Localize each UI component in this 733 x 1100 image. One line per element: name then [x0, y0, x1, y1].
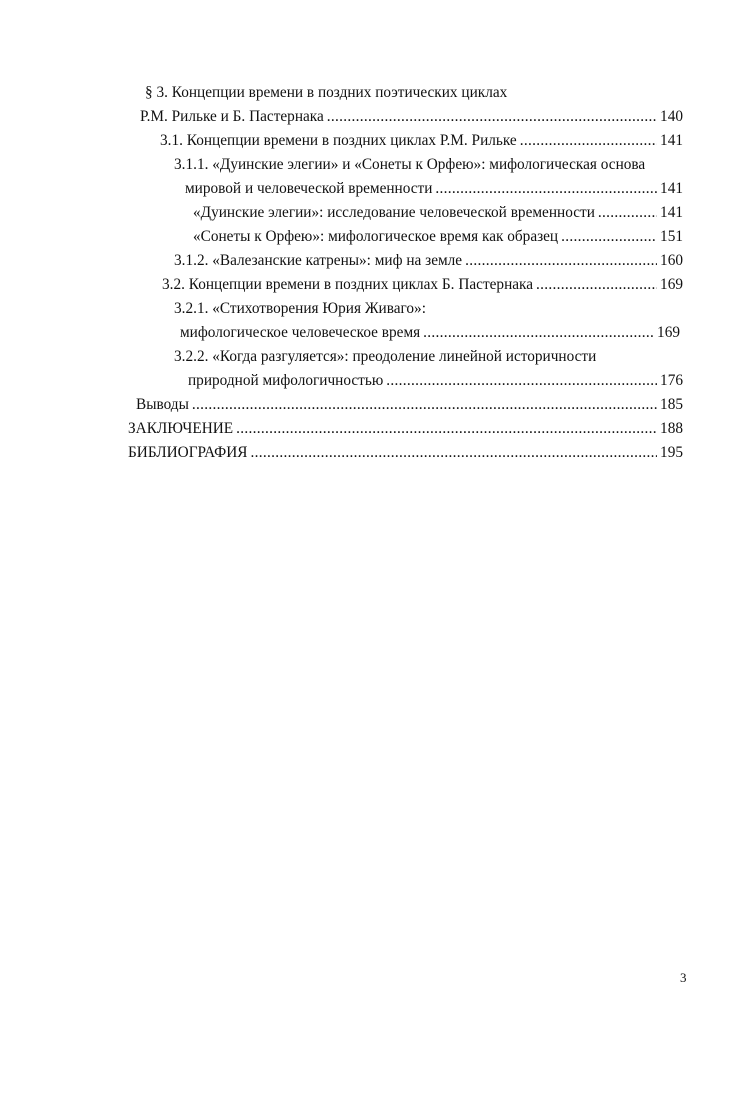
toc-entry[interactable] [0, 249, 683, 273]
leader-dots [598, 201, 657, 225]
toc-page-number: 140 [660, 108, 683, 125]
toc-entry-text: мифологическое человеческое время [180, 324, 421, 341]
toc-entry[interactable] [0, 273, 683, 297]
toc-entry[interactable] [0, 177, 683, 201]
toc-entry[interactable] [0, 225, 683, 249]
toc-page-number: 169 [657, 324, 680, 341]
leader-dots [520, 129, 657, 153]
toc-page-number: 141 [660, 204, 683, 221]
toc-page-number: 141 [660, 180, 683, 197]
toc-entry-text: 3.2.2. «Когда разгуляется»: преодоление линейной историчности [174, 348, 597, 365]
leader-dots [192, 393, 657, 417]
toc-page-number: 188 [660, 420, 683, 437]
toc-entry[interactable] [0, 369, 683, 393]
toc-entry [0, 297, 683, 321]
leader-dots [251, 441, 658, 465]
toc-entry-text: 3.1. Концепции времени в поздних циклах Р.М. Рильке [160, 132, 517, 149]
toc-entry-text: Р.М. Рильке и Б. Пастернака [140, 108, 324, 125]
toc-entry-text: ЗАКЛЮЧЕНИЕ [128, 420, 234, 437]
toc-entry-text: 3.2. Концепции времени в поздних циклах Б. Пастернака [162, 276, 534, 293]
toc-entry-text: «Дуинские элегии»: исследование человеческой временности [193, 204, 595, 221]
toc-page-number: 160 [660, 252, 683, 269]
toc-entry[interactable] [0, 321, 680, 345]
leader-dots [386, 369, 657, 393]
toc-entry-text: БИБЛИОГРАФИЯ [128, 444, 248, 461]
leader-dots [536, 273, 657, 297]
toc-heading-section-3 [0, 81, 695, 105]
toc-entry-text: природной мифологичностью [188, 372, 384, 389]
toc-page-number: 185 [660, 396, 683, 413]
toc-entry [0, 153, 683, 177]
toc-entry-conclusions[interactable] [0, 393, 683, 417]
leader-dots [561, 225, 657, 249]
leader-dots [423, 321, 654, 345]
toc-page-number: 176 [660, 372, 683, 389]
toc-page-number: 151 [660, 228, 683, 245]
page-number: 3 [680, 970, 687, 985]
toc-entry[interactable] [0, 201, 683, 225]
toc-entry-text: Выводы [136, 396, 189, 413]
leader-dots [327, 105, 657, 129]
leader-dots [465, 249, 657, 273]
toc-entry-text: «Сонеты к Орфею»: мифологическое время как образец [193, 228, 559, 245]
toc-page-number: 169 [660, 276, 683, 293]
toc-entry-text: § 3. Концепции времени в поздних поэтических циклах [145, 84, 508, 101]
toc-entry [0, 345, 683, 369]
toc-page-number: 141 [660, 132, 683, 149]
toc-page-number: 195 [660, 444, 683, 461]
toc-entry-text: 3.1.1. «Дуинские элегии» и «Сонеты к Орфею»: мифологическая основа [174, 156, 646, 173]
table-of-contents [0, 81, 733, 465]
toc-entry[interactable] [0, 105, 683, 129]
toc-entry[interactable] [0, 129, 683, 153]
toc-entry-text: 3.2.1. «Стихотворения Юрия Живаго»: [174, 300, 426, 317]
leader-dots [435, 177, 657, 201]
toc-entry-text: 3.1.2. «Валезанские катрены»: миф на земле [174, 252, 463, 269]
toc-entry-text: мировой и человеческой временности [185, 180, 433, 197]
leader-dots [236, 417, 657, 441]
toc-entry-conclusion[interactable] [0, 417, 683, 441]
toc-entry-bibliography[interactable] [0, 441, 683, 465]
